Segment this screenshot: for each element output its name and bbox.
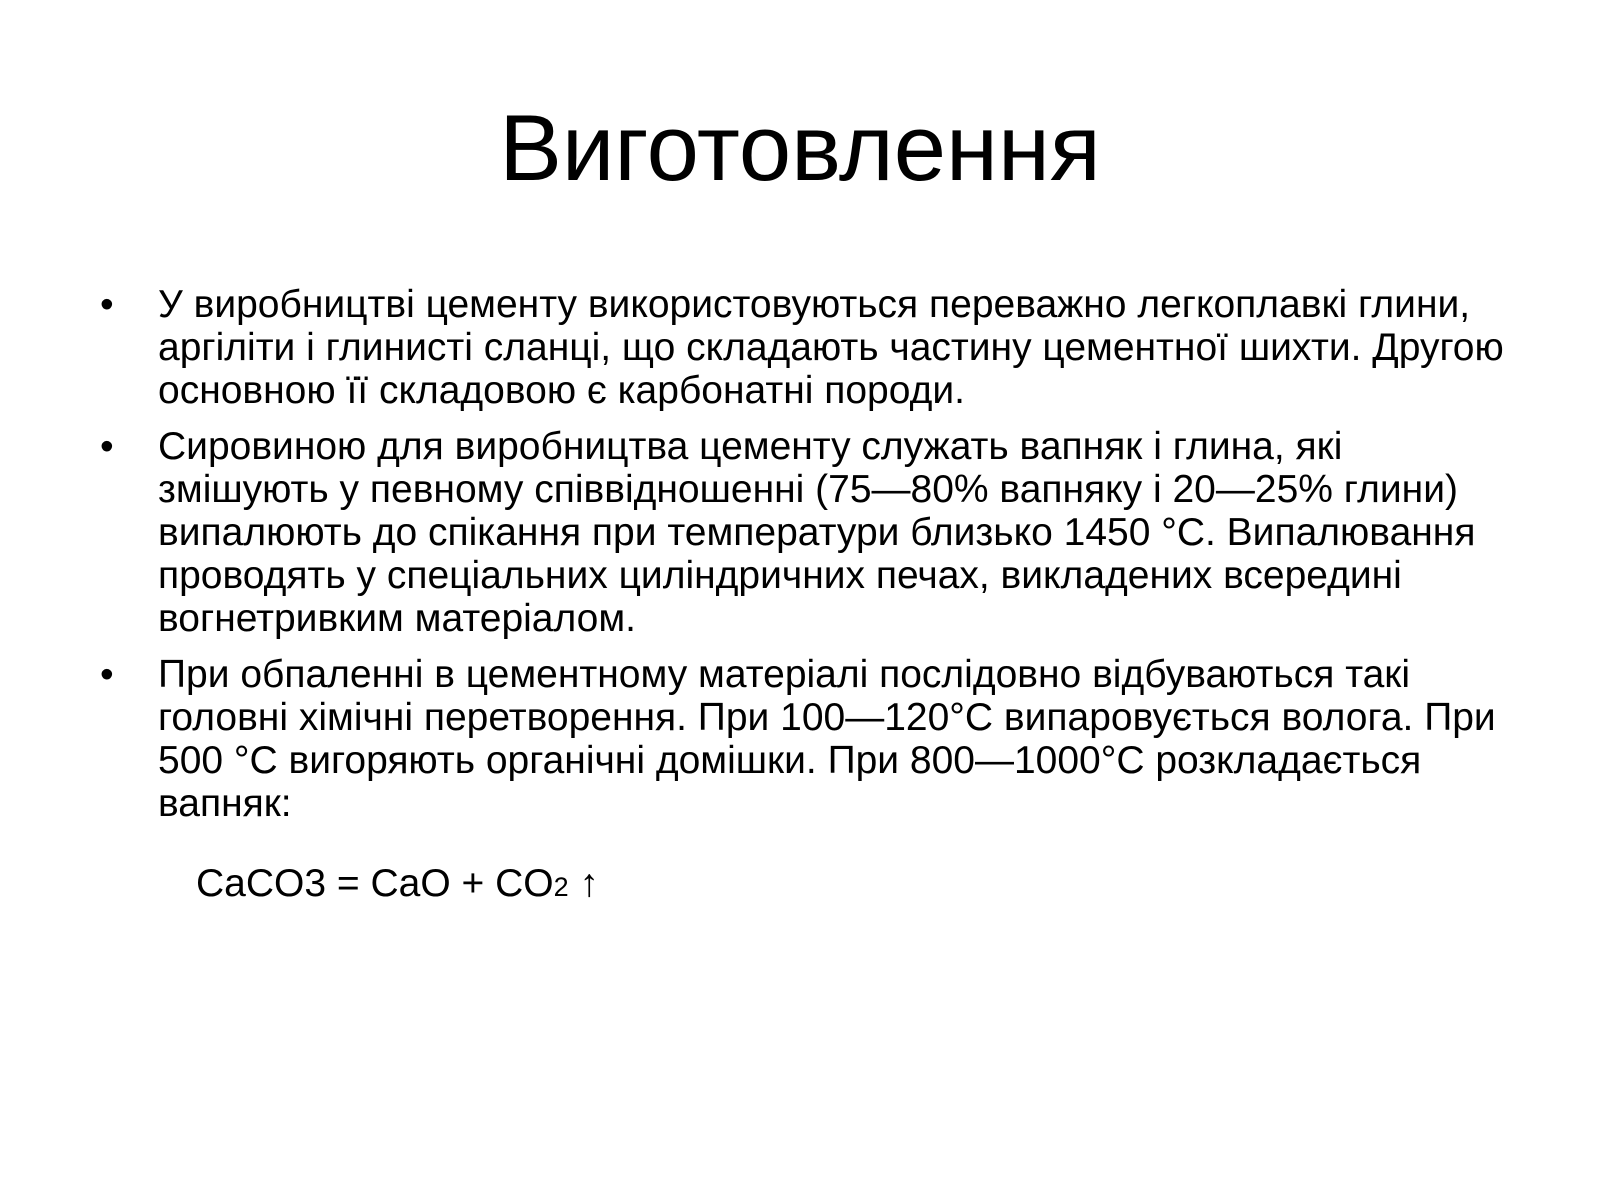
bullet-list	[100, 283, 1520, 838]
formula-main: CaCO3 = CaO + CO	[196, 862, 554, 905]
bullet-text: У виробництві цементу використовуються переважно легкоплавкі глини, аргіліти і глинисті сланці, що складають частину цементної шихти. Другою основною її складовою є карбонатні породи.	[158, 283, 1504, 412]
up-arrow-icon: ↑	[579, 862, 600, 905]
chemical-formula	[196, 862, 599, 909]
bullet-dot-icon: •	[100, 653, 114, 696]
slide-title: Виготовлення	[499, 95, 1101, 200]
bullet-item-2	[100, 425, 1520, 640]
bullet-item-1	[100, 283, 1520, 412]
bullet-dot-icon: •	[100, 283, 114, 326]
bullet-text: При обпаленні в цементному матеріалі послідовно відбуваються такі головні хімічні перетворення. При 100—120°С випаровується волога. При 500 °С вигоряють органічні домішки. При 800—1000°С розкладається вапняк:	[158, 653, 1496, 825]
bullet-item-3	[100, 653, 1520, 825]
bullet-dot-icon: •	[100, 425, 114, 468]
formula-subscript: 2	[553, 872, 569, 902]
bullet-text: Сировиною для виробництва цементу служать вапняк і глина, які змішують у певному співвідношенні (75—80% вапняку і 20—25% глини) випалюють до спікання при температури близько 1450 °С. Випалювання проводять у спеціальних циліндричних печах, викладених всередині вогнетривким матеріалом.	[158, 425, 1476, 640]
